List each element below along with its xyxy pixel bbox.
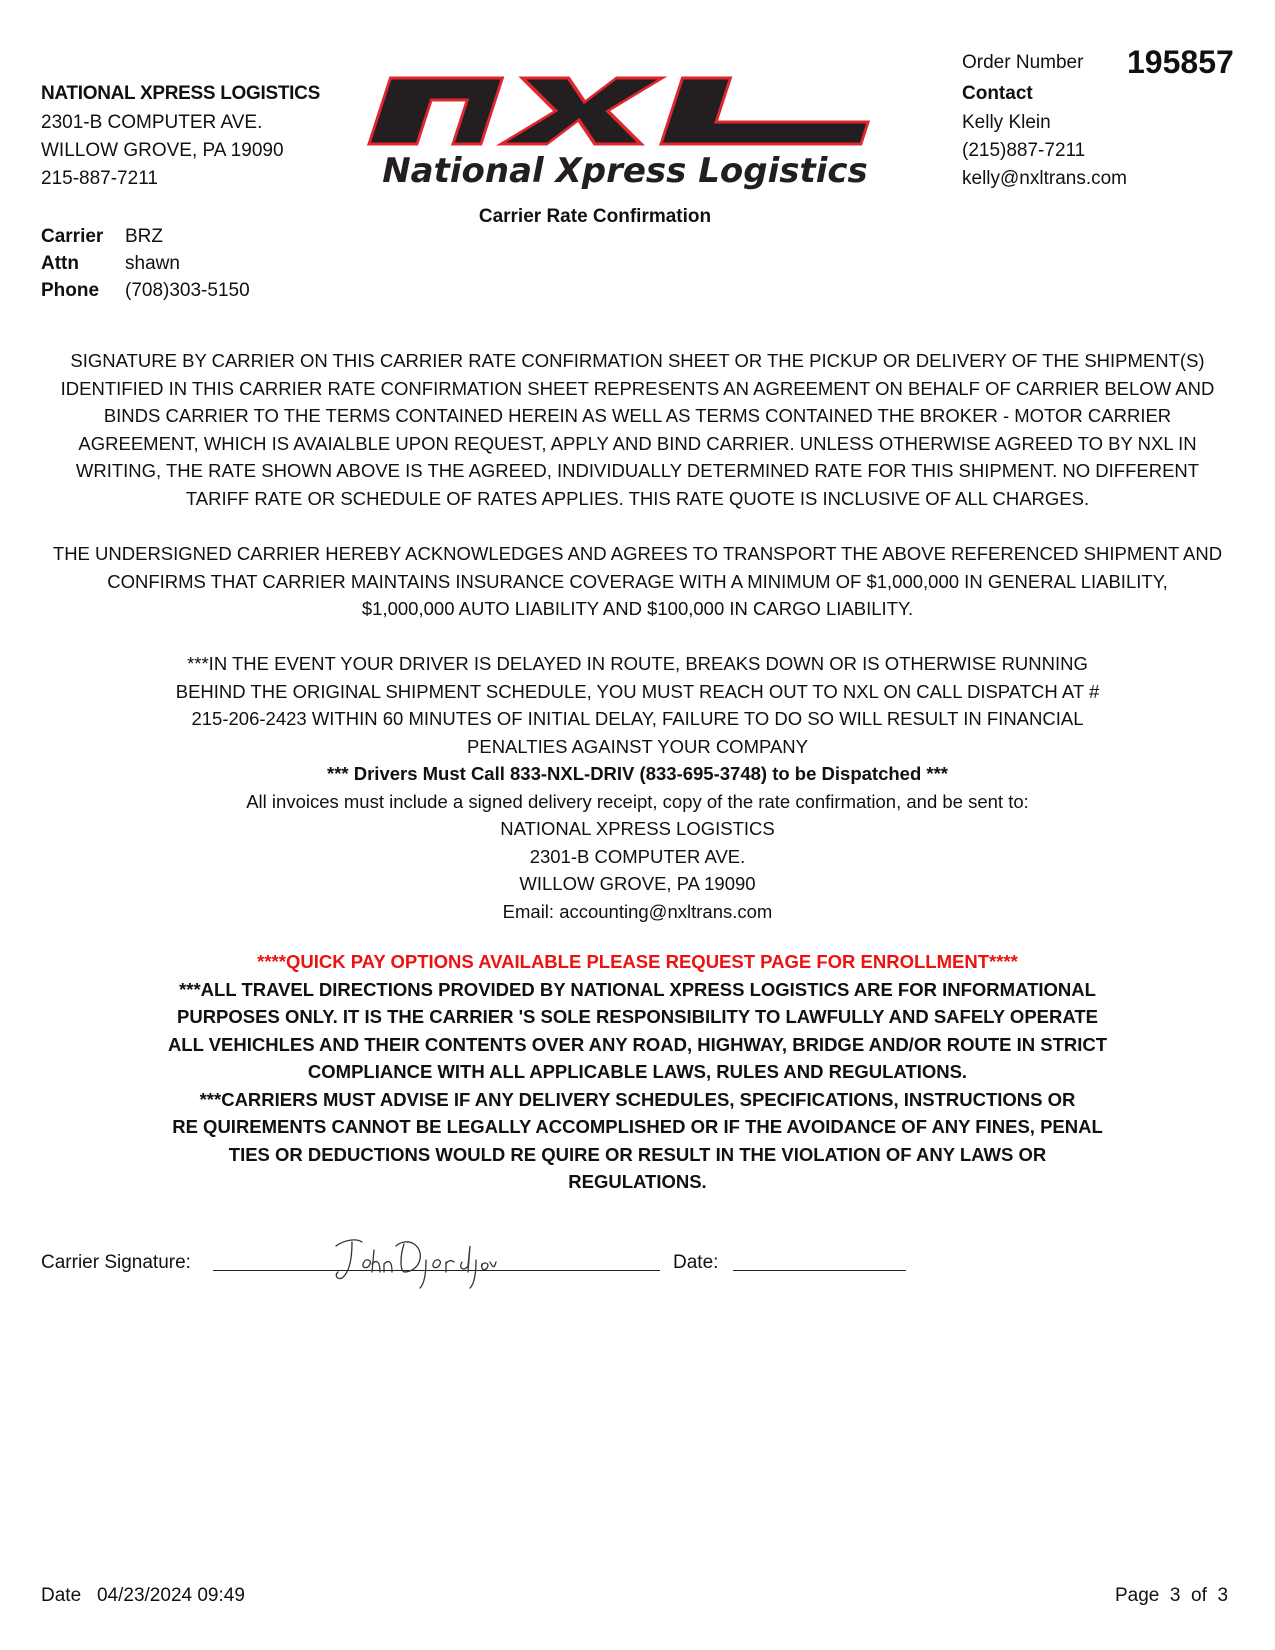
text-line: 215-206-2423 WITHIN 60 MINUTES OF INITIAL DELAY, FAILURE TO DO SO WILL RESULT IN FINANCIAL [191,708,1084,729]
text-line: All invoices must include a signed delivery receipt, copy of the rate confirmation, and be sent to: [246,790,1029,812]
company-address-line2: WILLOW GROVE, PA 19090 [41,140,284,161]
text-line: 2301-B COMPUTER AVE. [529,845,746,867]
text-line: PURPOSES ONLY. IT IS THE CARRIER 'S SOLE RESPONSIBILITY TO LAWFULLY AND SAFELY OPERATE [177,1006,1098,1027]
footer-date [41,1585,245,1607]
accounting-email: Email: accounting@nxltrans.com [502,900,773,922]
contact-email: kelly@nxltrans.com [962,168,1127,189]
text-line: ***IN THE EVENT YOUR DRIVER IS DELAYED IN ROUTE, BREAKS DOWN OR IS OTHERWISE RUNNING [187,653,1088,674]
page-indicator: Page 3 of 3 [1115,1585,1229,1606]
text-line: ***CARRIERS MUST ADVISE IF ANY DELIVERY SCHEDULES, SPECIFICATIONS, INSTRUCTIONS OR [199,1088,1076,1110]
text-line: REGULATIONS. [568,1171,707,1192]
text-line: PENALTIES AGAINST YOUR COMPANY [467,735,808,757]
text-line: ALL VEHICHLES AND THEIR CONTENTS OVER ANY ROAD, HIGHWAY, BRIDGE AND/OR ROUTE IN STRICT [167,1033,1108,1055]
phone-label: Phone [41,280,100,301]
phone-value: (708)303-5150 [125,280,250,301]
text-line: BINDS CARRIER TO THE TERMS CONTAINED HEREIN AS WELL AS TERMS CONTAINED THE BROKER - MOTOR CARRIER [103,405,1172,426]
order-number: 195857 [1127,44,1234,80]
footer-date-value: 04/23/2024 09:49 [96,1585,245,1606]
text-line: $1,000,000 AUTO LIABILITY AND $100,000 IN CARGO LIABILITY. [361,598,914,619]
contact-name: Kelly Klein [962,112,1051,133]
carrier-value: BRZ [125,226,163,247]
text-line: WRITING, THE RATE SHOWN ABOVE IS THE AGREED, INDIVIDUALLY DETERMINED RATE FOR THIS SHIPMENT. NO DIFFERENT [75,460,1200,481]
dispatch-notice: *** Drivers Must Call 833-NXL-DRIV (833-695-3748) to be Dispatched *** [327,763,948,784]
attn-value: shawn [125,253,180,274]
quick-pay-and-travel-paragraph [40,948,1235,1196]
signature-date-label: Date: [673,1252,719,1273]
text-line: RE QUIREMENTS CANNOT BE LEGALLY ACCOMPLISHED OR IF THE AVOIDANCE OF ANY FINES, PENAL [172,1116,1103,1137]
contact-phone: (215)887-7211 [962,140,1086,161]
text-line: ***ALL TRAVEL DIRECTIONS PROVIDED BY NATIONAL XPRESS LOGISTICS ARE FOR INFORMATIONAL [179,978,1096,1000]
text-line: IDENTIFIED IN THIS CARRIER RATE CONFIRMATION SHEET REPRESENTS AN AGREEMENT ON BEHALF OF CARRIER BELOW AND [60,377,1215,399]
company-address-line1: 2301-B COMPUTER AVE. [41,112,263,133]
handwritten-signature [330,1232,500,1292]
text-line: AGREEMENT, WHICH IS AVAIALBLE UPON REQUEST, APPLY AND BIND CARRIER. UNLESS OTHERWISE AGREED TO BY NXL IN [78,432,1197,454]
text-line: COMPLIANCE WITH ALL APPLICABLE LAWS, RULES AND REGULATIONS. [307,1061,968,1082]
logo-mark [369,78,882,144]
quick-pay-notice: ****QUICK PAY OPTIONS AVAILABLE PLEASE REQUEST PAGE FOR ENROLLMENT**** [257,951,1018,972]
footer-date-label: Date [41,1585,82,1606]
company-phone: 215-887-7211 [41,168,158,189]
nxl-logo [345,70,905,190]
document-title: Carrier Rate Confirmation [478,206,712,227]
attn-label: Attn [41,253,79,274]
logo-tagline: National Xpress Logistics [382,151,868,190]
insurance-paragraph [40,540,1235,623]
carrier-signature-label: Carrier Signature: [41,1252,191,1273]
text-line: CONFIRMS THAT CARRIER MAINTAINS INSURANCE COVERAGE WITH A MINIMUM OF $1,000,000 IN GENERAL LIABILITY, [107,570,1168,592]
order-number-label: Order Number [962,52,1084,73]
delay-and-invoice-paragraph [40,650,1235,925]
terms-agreement-paragraph [40,347,1235,512]
text-line: TARIFF RATE OR SCHEDULE OF RATES APPLIES. THIS RATE QUOTE IS INCLUSIVE OF ALL CHARGES. [185,487,1090,509]
text-line: THE UNDERSIGNED CARRIER HEREBY ACKNOWLEDGES AND AGREES TO TRANSPORT THE ABOVE REFERENCED SHIPMENT AND [52,543,1223,564]
carrier-label: Carrier [41,226,104,247]
text-line: SIGNATURE BY CARRIER ON THIS CARRIER RATE CONFIRMATION SHEET OR THE PICKUP OR DELIVERY OF THE SHIPMENT(S) [70,350,1205,371]
text-line: WILLOW GROVE, PA 19090 [519,873,756,894]
contact-heading: Contact [962,83,1033,104]
text-line: TIES OR DEDUCTIONS WOULD RE QUIRE OR RESULT IN THE VIOLATION OF ANY LAWS OR [228,1143,1047,1165]
text-line: BEHIND THE ORIGINAL SHIPMENT SCHEDULE, YOU MUST REACH OUT TO NXL ON CALL DISPATCH AT # [175,680,1100,702]
signature-date-line[interactable] [733,1270,906,1271]
text-line: NATIONAL XPRESS LOGISTICS [500,818,775,839]
company-name: NATIONAL XPRESS LOGISTICS [41,83,320,104]
